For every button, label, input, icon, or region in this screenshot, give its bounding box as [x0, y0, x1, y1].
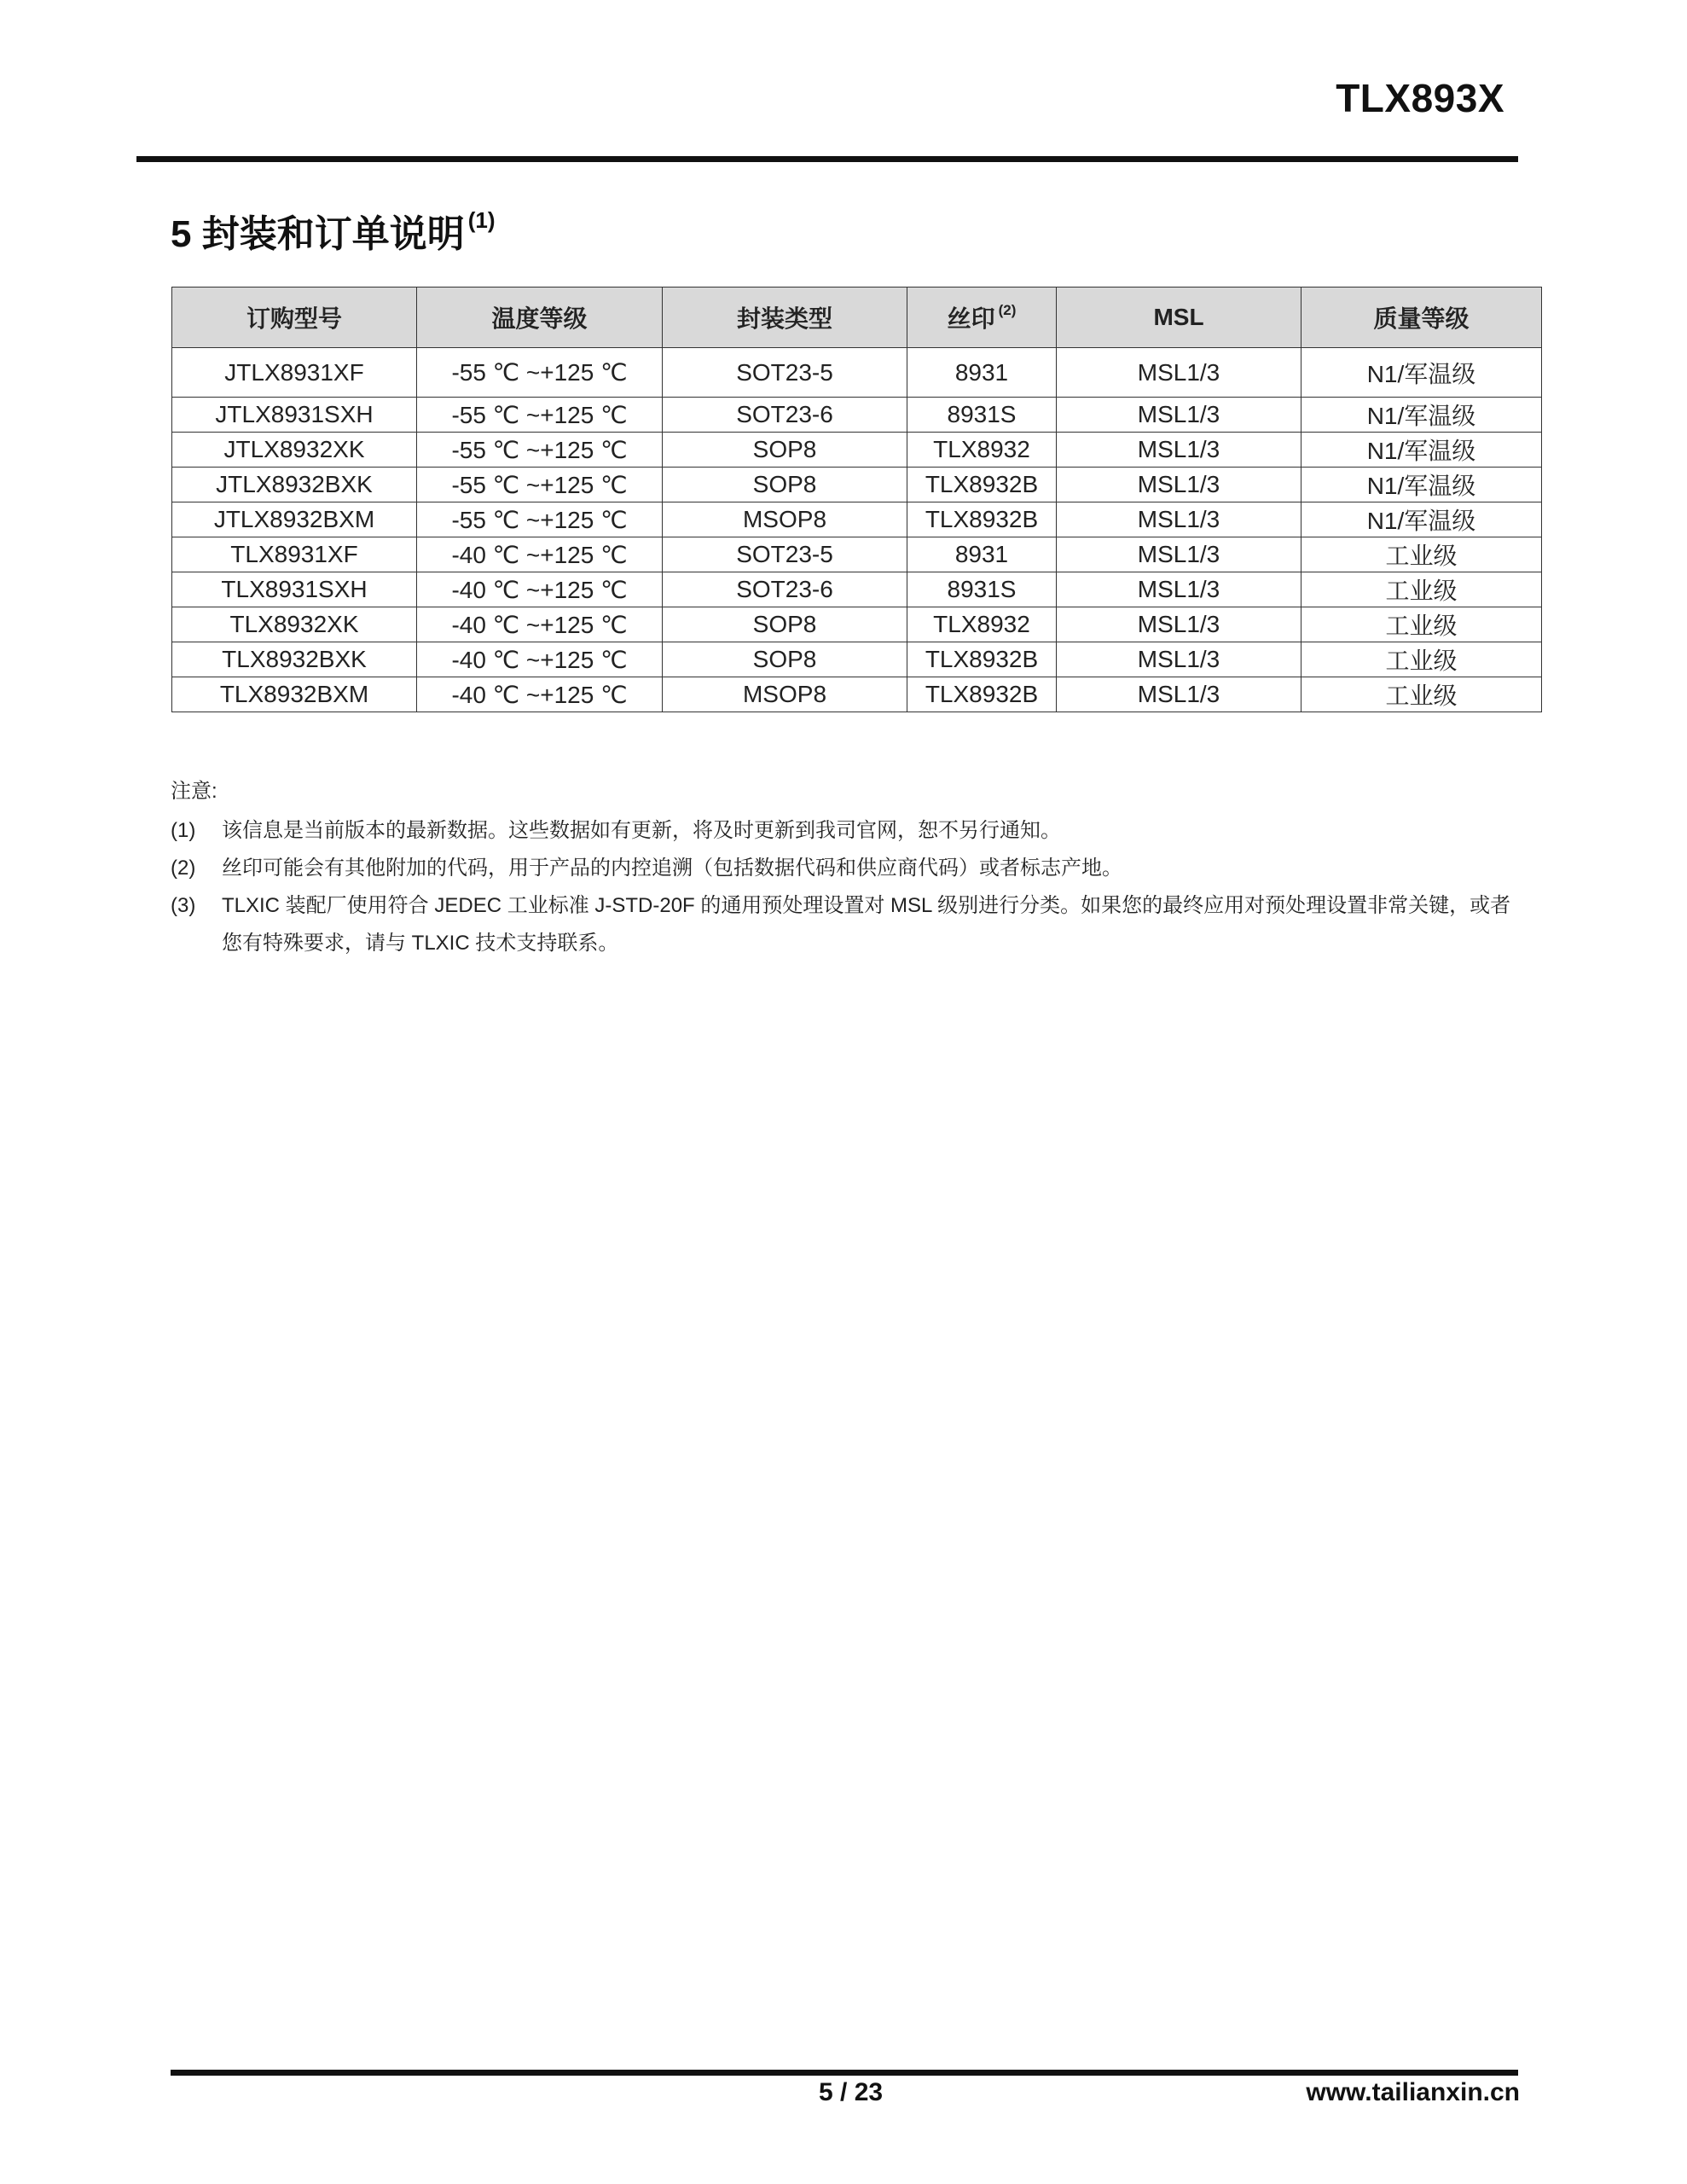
table-row — [172, 348, 1542, 398]
note-item — [171, 887, 1527, 962]
table-cell: 8931 — [907, 537, 1057, 572]
note-number: (3) — [171, 894, 196, 917]
table-cell: -40 ℃ ~+125 ℃ — [417, 642, 663, 677]
table-cell: TLX8932B — [907, 642, 1057, 677]
note-number: (2) — [171, 857, 196, 880]
table-cell: MSL1/3 — [1057, 677, 1301, 712]
table-cell: N1/军温级 — [1301, 433, 1542, 468]
table-cell: SOT23-6 — [663, 398, 907, 433]
col-header: 温度等级 — [417, 288, 663, 348]
table-row — [172, 607, 1542, 642]
col-header: 订购型号 — [172, 288, 417, 348]
marking-footnote-ref: (2) — [998, 301, 1017, 318]
table-cell: SOT23-5 — [663, 348, 907, 398]
table-cell: JTLX8931XF — [172, 348, 417, 398]
website-url: www.tailianxin.cn — [1306, 2078, 1520, 2106]
table-cell: TLX8931XF — [172, 537, 417, 572]
table-cell: 工业级 — [1301, 607, 1542, 642]
table-cell: TLX8932BXM — [172, 677, 417, 712]
section-title: 5 封装和订单说明 — [171, 213, 465, 255]
table-cell: -55 ℃ ~+125 ℃ — [417, 398, 663, 433]
table-cell: JTLX8932BXK — [172, 468, 417, 502]
col-header: 封装类型 — [663, 288, 907, 348]
table-cell: -55 ℃ ~+125 ℃ — [417, 348, 663, 398]
header-divider — [136, 156, 1518, 162]
table-cell: 8931S — [907, 572, 1057, 607]
table-cell: -40 ℃ ~+125 ℃ — [417, 572, 663, 607]
table-cell: N1/军温级 — [1301, 348, 1542, 398]
table-cell: TLX8932 — [907, 607, 1057, 642]
page-number: 5 / 23 — [819, 2078, 884, 2106]
table-cell: N1/军温级 — [1301, 502, 1542, 537]
table-cell: JTLX8932XK — [172, 433, 417, 468]
table-cell: MSL1/3 — [1057, 348, 1301, 398]
ordering-table — [171, 287, 1542, 712]
table-row — [172, 468, 1542, 502]
table-cell: MSL1/3 — [1057, 433, 1301, 468]
table-cell: TLX8932XK — [172, 607, 417, 642]
table-cell: MSL1/3 — [1057, 537, 1301, 572]
table-cell: TLX8932B — [907, 677, 1057, 712]
col-header: 质量等级 — [1301, 288, 1542, 348]
table-cell: -40 ℃ ~+125 ℃ — [417, 537, 663, 572]
table-cell: -55 ℃ ~+125 ℃ — [417, 502, 663, 537]
table-cell: MSL1/3 — [1057, 572, 1301, 607]
table-cell: TLX8932BXK — [172, 642, 417, 677]
section-footnote-ref: (1) — [467, 207, 496, 234]
table-cell: -40 ℃ ~+125 ℃ — [417, 677, 663, 712]
section-heading — [171, 203, 495, 258]
table-cell: SOP8 — [663, 468, 907, 502]
note-text: 丝印可能会有其他附加的代码，用于产品的内控追溯（包括数据代码和供应商代码）或者标志产地。 — [222, 857, 1122, 880]
note-item — [171, 850, 1527, 887]
table-header-row — [172, 288, 1542, 348]
notes-label: 注意: — [171, 780, 217, 803]
col-header-label: 丝印 — [947, 305, 995, 332]
col-header-marking — [907, 288, 1057, 348]
table-cell: 工业级 — [1301, 572, 1542, 607]
table-cell: TLX8932 — [907, 433, 1057, 468]
table-cell: 工业级 — [1301, 677, 1542, 712]
table-cell: MSL1/3 — [1057, 398, 1301, 433]
table-cell: 工业级 — [1301, 537, 1542, 572]
table-cell: -40 ℃ ~+125 ℃ — [417, 607, 663, 642]
table-cell: MSL1/3 — [1057, 468, 1301, 502]
document-title: TLX893X — [1336, 76, 1504, 120]
table-cell: 工业级 — [1301, 642, 1542, 677]
table-cell: TLX8932B — [907, 468, 1057, 502]
table-cell: MSL1/3 — [1057, 642, 1301, 677]
note-item — [171, 812, 1527, 850]
table-cell: MSL1/3 — [1057, 607, 1301, 642]
table-cell: -55 ℃ ~+125 ℃ — [417, 433, 663, 468]
table-cell: SOP8 — [663, 433, 907, 468]
table-cell: SOP8 — [663, 607, 907, 642]
table-cell: SOT23-5 — [663, 537, 907, 572]
table-cell: JTLX8932BXM — [172, 502, 417, 537]
note-number: (1) — [171, 819, 196, 842]
table-row — [172, 677, 1542, 712]
table-cell: N1/军温级 — [1301, 398, 1542, 433]
table-cell: MSOP8 — [663, 677, 907, 712]
footer-divider — [171, 2070, 1518, 2076]
note-text: TLXIC 装配厂使用符合 JEDEC 工业标准 J-STD-20F 的通用预处理设置对 MSL 级别进行分类。如果您的最终应用对预处理设置非常关键，或者您有特殊要求，请与 TLXIC 技术支持联系。 — [222, 894, 1511, 955]
table-row — [172, 433, 1542, 468]
table-row — [172, 642, 1542, 677]
table-cell: SOP8 — [663, 642, 907, 677]
table-row — [172, 572, 1542, 607]
table-cell: 8931S — [907, 398, 1057, 433]
table-cell: MSL1/3 — [1057, 502, 1301, 537]
table-cell: JTLX8931SXH — [172, 398, 417, 433]
table-row — [172, 502, 1542, 537]
table-cell: -55 ℃ ~+125 ℃ — [417, 468, 663, 502]
table-cell: N1/军温级 — [1301, 468, 1542, 502]
table-cell: TLX8932B — [907, 502, 1057, 537]
note-text: 该信息是当前版本的最新数据。这些数据如有更新，将及时更新到我司官网，恕不另行通知。 — [222, 819, 1061, 842]
table-row — [172, 537, 1542, 572]
table-cell: MSOP8 — [663, 502, 907, 537]
table-cell: SOT23-6 — [663, 572, 907, 607]
table-cell: TLX8931SXH — [172, 572, 417, 607]
col-header: MSL — [1057, 288, 1301, 348]
notes-section — [171, 773, 1527, 962]
table-body — [172, 348, 1542, 712]
table-row — [172, 398, 1542, 433]
table-cell: 8931 — [907, 348, 1057, 398]
